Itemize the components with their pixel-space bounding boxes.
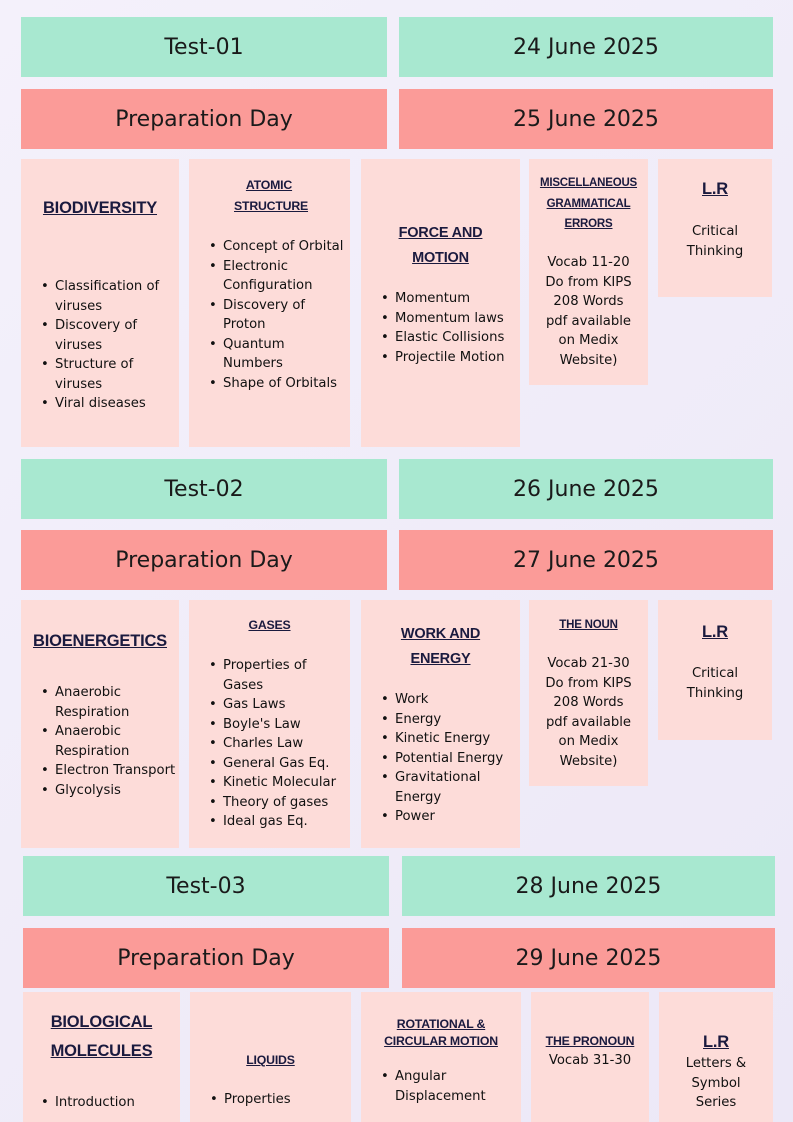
physics-topic-list (381, 690, 520, 827)
english-title: THE NOUN (559, 619, 618, 631)
prep-date-bar (399, 89, 773, 149)
chemistry-topic-list (210, 1090, 350, 1110)
list-item: • Structure of viruses (41, 355, 179, 394)
prep-label: Preparation Day (115, 547, 293, 573)
physics-title: FORCE AND MOTION (398, 225, 483, 266)
chemistry-title: LIQUIDS (246, 1053, 295, 1067)
biology-title: BIOLOGICAL MOLECULES (50, 1013, 153, 1060)
english-title: THE PRONOUN (545, 1034, 635, 1048)
biology-card (23, 992, 180, 1122)
lr-title: L.R (703, 1033, 729, 1051)
chemistry-card (189, 159, 350, 447)
prep-day-bar (23, 928, 389, 988)
chemistry-topic-list (209, 656, 349, 832)
physics-title: ROTATIONAL & CIRCULAR MOTION (384, 1017, 498, 1048)
test-label-bar (21, 17, 387, 77)
list-item: • Kinetic Molecular (209, 773, 349, 793)
list-item: • Introduction (41, 1093, 180, 1113)
lr-title: L.R (702, 180, 728, 198)
english-card (531, 992, 649, 1122)
prep-date-bar (402, 928, 775, 988)
test-date: 24 June 2025 (513, 34, 659, 60)
biology-card (21, 600, 179, 848)
prep-day-bar (21, 89, 387, 149)
physics-card (361, 600, 520, 848)
test-label: Test-02 (164, 476, 244, 502)
lr-text: Critical Thinking (686, 224, 744, 259)
list-item: • Potential Energy (381, 749, 520, 769)
list-item: • Work (381, 690, 520, 710)
list-item: • Properties of Gases (209, 656, 349, 695)
physics-topic-list (381, 1067, 521, 1106)
lr-text: Letters & Symbol Series (685, 1056, 747, 1110)
prep-label: Preparation Day (117, 945, 295, 971)
list-item: • Theory of gases (209, 793, 349, 813)
physics-card (361, 992, 521, 1122)
lr-card (658, 600, 772, 740)
biology-topic-list (41, 277, 179, 414)
lr-title: L.R (702, 623, 728, 641)
list-item: • Projectile Motion (381, 348, 520, 368)
list-item: • Gravitational Energy (381, 768, 520, 807)
test-date-bar (399, 17, 773, 77)
list-item: • Classification of viruses (41, 277, 179, 316)
lr-card (658, 159, 772, 297)
test-date: 26 June 2025 (513, 476, 659, 502)
chemistry-card (189, 600, 350, 848)
test-date-bar (402, 856, 775, 916)
biology-title: BIOENERGETICS (32, 632, 167, 650)
lr-text: Critical Thinking (686, 666, 744, 701)
list-item: • Elastic Collisions (381, 328, 520, 348)
list-item: • Viral diseases (41, 394, 179, 414)
prep-date: 27 June 2025 (513, 547, 659, 573)
list-item: • Quantum Numbers (209, 335, 347, 374)
list-item: • Glycolysis (41, 781, 179, 801)
list-item: • General Gas Eq. (209, 754, 349, 774)
list-item: • Momentum (381, 289, 520, 309)
list-item: • Angular Displacement (381, 1067, 521, 1106)
prep-date: 29 June 2025 (515, 945, 662, 971)
lr-card (659, 992, 773, 1122)
list-item: • Ideal gas Eq. (209, 812, 349, 832)
chemistry-topic-list (209, 237, 347, 393)
biology-topic-list (41, 1093, 180, 1113)
english-text: Vocab 21-30 Do from KIPS 208 Words pdf available on Medix Website) (545, 656, 632, 769)
english-card (529, 600, 648, 786)
english-card (529, 159, 648, 385)
english-text: Vocab 31-30 (548, 1053, 632, 1068)
chemistry-title: GASES (248, 618, 291, 632)
test-label: Test-01 (164, 34, 244, 60)
list-item: • Electron Transport (41, 761, 179, 781)
test-date-bar (399, 459, 773, 519)
prep-day-bar (21, 530, 387, 590)
prep-date: 25 June 2025 (513, 106, 659, 132)
list-item: • Kinetic Energy (381, 729, 520, 749)
list-item: • Charles Law (209, 734, 349, 754)
chemistry-card (190, 992, 351, 1122)
test-date: 28 June 2025 (515, 873, 662, 899)
chemistry-title: ATOMIC STRUCTURE (234, 178, 309, 213)
prep-date-bar (399, 530, 773, 590)
biology-card (21, 159, 179, 447)
list-item: • Anaerobic Respiration (41, 722, 179, 761)
physics-topic-list (381, 289, 520, 367)
test-label: Test-03 (166, 873, 246, 899)
list-item: • Energy (381, 710, 520, 730)
prep-label: Preparation Day (115, 106, 293, 132)
biology-topic-list (41, 683, 179, 800)
list-item: • Shape of Orbitals (209, 374, 347, 394)
list-item: • Discovery of Proton (209, 296, 347, 335)
biology-title: BIODIVERSITY (42, 199, 158, 217)
list-item: • Gas Laws (209, 695, 349, 715)
list-item: • Power (381, 807, 520, 827)
english-text: Vocab 11-20 Do from KIPS 208 Words pdf available on Medix Website) (545, 255, 632, 368)
list-item: • Properties (210, 1090, 350, 1110)
english-title: MISCELLANEOUS GRAMMATICAL ERRORS (539, 177, 638, 230)
physics-title: WORK AND ENERGY (400, 626, 481, 667)
test-label-bar (21, 459, 387, 519)
test-label-bar (23, 856, 389, 916)
list-item: • Discovery of viruses (41, 316, 179, 355)
list-item: • Concept of Orbital (209, 237, 347, 257)
list-item: • Anaerobic Respiration (41, 683, 179, 722)
list-item: • Electronic Configuration (209, 257, 347, 296)
list-item: • Boyle's Law (209, 715, 349, 735)
physics-card (361, 159, 520, 447)
list-item: • Momentum laws (381, 309, 520, 329)
